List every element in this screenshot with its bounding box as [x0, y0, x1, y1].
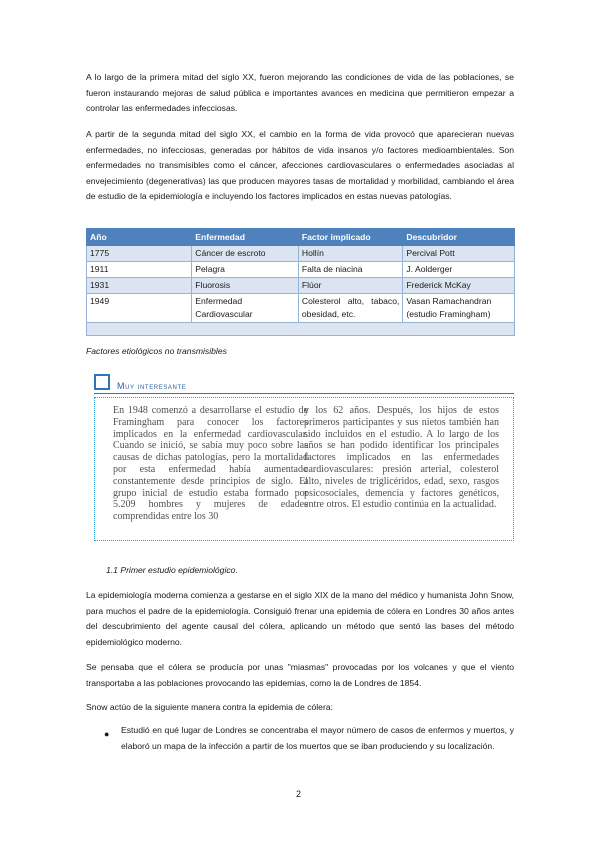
cell-year: 1911: [87, 262, 192, 278]
cell-year: 1949: [87, 294, 192, 323]
cell-discoverer: Vasan Ramachandran (estudio Framingham): [403, 294, 515, 323]
cell-discoverer: J. Aolderger: [403, 262, 515, 278]
cell-discoverer: Percival Pott: [403, 246, 515, 262]
cell-year: 1775: [87, 246, 192, 262]
etiology-table: [86, 228, 515, 336]
interesting-box: [94, 397, 514, 541]
cell-year: 1931: [87, 278, 192, 294]
box-column-left: En 1948 comenzó a desarrollarse el estudio de Framingham para conocer los factores implicados en la enfermedad cardiovascular. Cuando se inició, se sabía muy poco sobre las causas de dichas patologías, pero la mortalidad por esta enfermedad había aumentado constantemente desde principios de siglo. El grupo inicial de estudio estaba formado por 5.209 hombres y mujeres de edades comprendidas entre los 30: [113, 405, 308, 523]
header-factor: Factor implicado: [298, 229, 402, 246]
table-row: [87, 246, 515, 262]
section-heading: 1.1 Primer estudio epidemiológico.: [106, 565, 238, 575]
paragraph-actions: Snow actúo de la siguiente manera contra la epidemia de cólera:: [86, 702, 333, 712]
paragraph-miasmas: Se pensaba que el cólera se producía por unas "miasmas" provocadas por los volcanes y que el viento transportaba a las poblaciones provocando las epidemias, como la de Londres de 1854.: [86, 662, 514, 688]
cell-factor: Falta de niacina: [298, 262, 402, 278]
cell-factor: Hollín: [298, 246, 402, 262]
cell-factor: Flúor: [298, 278, 402, 294]
box-title: Muy interesante: [117, 381, 187, 391]
header-disease: Enfermedad: [192, 229, 299, 246]
table-caption: Factores etiológicos no transmisibles: [86, 346, 227, 356]
checkbox-icon: [94, 374, 110, 390]
table-row-empty: [87, 323, 515, 336]
paragraph-intro: A lo largo de la primera mitad del siglo XX, fueron mejorando las condiciones de vida de las poblaciones, se fueron instaurando mejoras de salud pública e importantes avances en medicina que permitieron empezar a controlar las enfermedades infecciosas.: [86, 72, 514, 114]
table-row: [87, 278, 515, 294]
cell-disease: Cáncer de escroto: [192, 246, 299, 262]
header-discoverer: Descubridor: [403, 229, 515, 246]
box-divider: [94, 393, 514, 394]
table-header-row: [87, 229, 515, 246]
cell-factor: Colesterol alto, tabaco, obesidad, etc.: [298, 294, 402, 323]
bullet-icon: ●: [104, 729, 110, 739]
cell-discoverer: Frederick McKay: [403, 278, 515, 294]
box-column-right: y los 62 años. Después, los hijos de estos primeros participantes y sus nietos también han sido incluidos en el estudio. A lo largo de los años se han podido identificar los principales factores implicados en las enfermedades cardiovasculares: presión arterial, colesterol alto, niveles de triglicéridos, edad, sexo, rasgos psicosociales, demencia y factores genéticos, entre otros. El estudio continúa en la actualidad.: [304, 405, 499, 511]
table-row: [87, 294, 515, 323]
paragraph-noninfectious: A partir de la segunda mitad del siglo XX, el cambio en la forma de vida provocó que aparecieran nuevas enfermedades, no infecciosas, generadas por hábitos de vida insanos y/o factores medioambientales. Son enfermedades no transmisibles como el cáncer, afecciones cardiovasculares o enfermedades asociadas al envejecimiento (degenerativas) las que producen mayores tasas de mortalidad y morbilidad, cambiando el área de estudio de la epidemiología e incluyendo los factores implicados en estas nuevas patologías.: [86, 129, 514, 202]
cell-disease: Enfermedad Cardiovascular: [192, 294, 299, 323]
table-row: [87, 262, 515, 278]
page-number: 2: [296, 789, 302, 799]
header-year: Año: [87, 229, 192, 246]
cell-disease: Pelagra: [192, 262, 299, 278]
list-item: Estudió en qué lugar de Londres se concentraba el mayor número de casos de enfermos y muertos, y elaboró un mapa de la infección a partir de los muertos que se iban produciendo y su localización.: [121, 725, 514, 751]
paragraph-snow: La epidemiología moderna comienza a gestarse en el siglo XIX de la mano del médico y humanista John Snow, para muchos el padre de la epidemiología. Consiguió frenar una epidemia de cólera en Londres 30 años antes del descubrimiento del agente causal del cólera, aplicando un método que sentó las bases del método epidemiológico moderno.: [86, 590, 514, 647]
cell-disease: Fluorosis: [192, 278, 299, 294]
